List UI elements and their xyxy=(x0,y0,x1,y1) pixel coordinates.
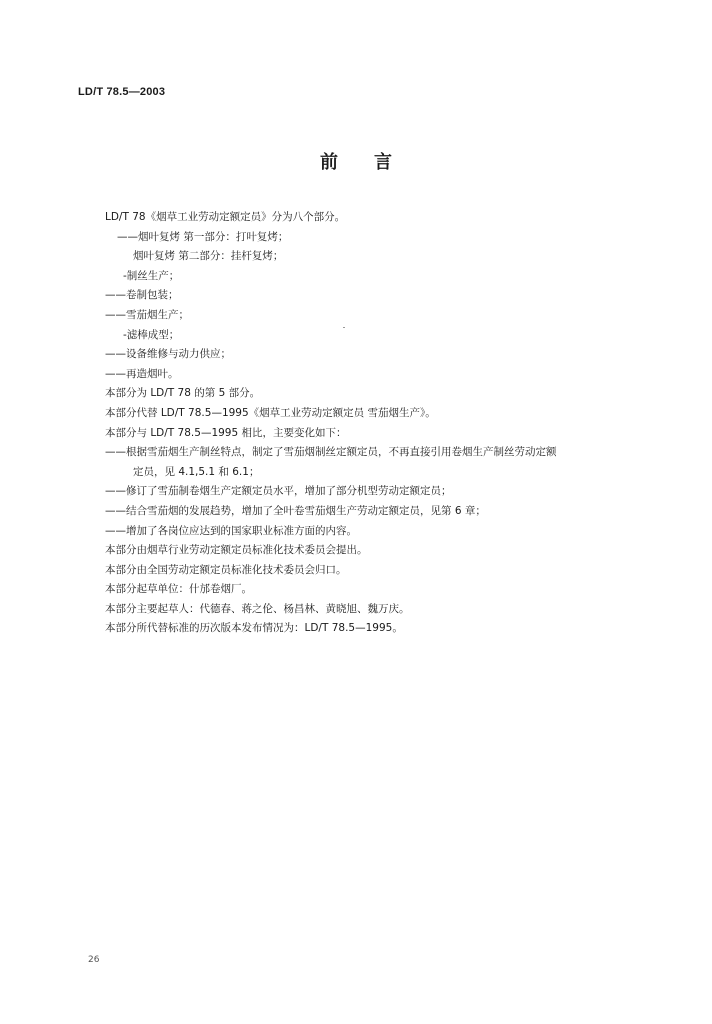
change-list-item: ——增加了各岗位应达到的国家职业标准方面的内容。 xyxy=(105,524,357,537)
part-list-item: ——雪茄烟生产； xyxy=(105,308,189,321)
paragraph: 本部分为 LD/T 78 的第 5 部分。 xyxy=(105,387,261,400)
paragraph: 本部分与 LD/T 78.5—1995 相比，主要变化如下： xyxy=(105,426,347,439)
paragraph: 本部分由全国劳动定额定员标准化技术委员会归口。 xyxy=(105,563,347,576)
change-list-item: ——根据雪茄烟生产制丝特点，制定了雪茄烟制丝定额定员，不再直接引用卷烟生产制丝劳动定额 xyxy=(105,446,557,459)
change-list-item-continued: 定员，见 4.1,5.1 和 6.1； xyxy=(133,465,260,478)
paragraph: 本部分主要起草人：代德春、蒋之伦、杨昌林、黄晓旭、魏万庆。 xyxy=(105,602,410,615)
part-list-item: -制丝生产； xyxy=(123,269,180,282)
paragraph: 本部分代替 LD/T 78.5—1995《烟草工业劳动定额定员 雪茄烟生产》。 xyxy=(105,406,436,419)
part-list-item: ——设备维修与动力供应； xyxy=(105,348,231,361)
page-number: 26 xyxy=(88,955,100,965)
title-char-2: 言 xyxy=(374,152,392,173)
paragraph: 本部分由烟草行业劳动定额定员标准化技术委员会提出。 xyxy=(105,544,368,557)
title-char-1: 前 xyxy=(320,152,338,173)
document-code: LD/T 78.5—2003 xyxy=(78,86,166,98)
intro-paragraph: LD/T 78《烟草工业劳动定额定员》分为八个部分。 xyxy=(105,211,346,223)
scan-speck xyxy=(343,327,345,328)
foreword-body xyxy=(105,208,665,639)
change-list-item: ——结合雪茄烟的发展趋势，增加了全叶卷雪茄烟生产劳动定额定员，见第 6 章； xyxy=(105,504,486,517)
part-list-item: 烟叶复烤 第二部分：挂杆复烤； xyxy=(133,250,284,263)
part-list-item: ——烟叶复烤 第一部分：打叶复烤； xyxy=(117,230,289,243)
paragraph: 本部分起草单位：什邡卷烟厂。 xyxy=(105,583,252,596)
part-list-item: ——再造烟叶。 xyxy=(105,367,179,380)
paragraph: 本部分所代替标准的历次版本发布情况为：LD/T 78.5—1995。 xyxy=(105,622,403,635)
page-title xyxy=(0,148,712,174)
part-list-item: ——卷制包装； xyxy=(105,289,179,302)
part-list-item: -滤棒成型； xyxy=(123,328,180,341)
change-list-item: ——修订了雪茄制卷烟生产定额定员水平，增加了部分机型劳动定额定员； xyxy=(105,485,452,498)
